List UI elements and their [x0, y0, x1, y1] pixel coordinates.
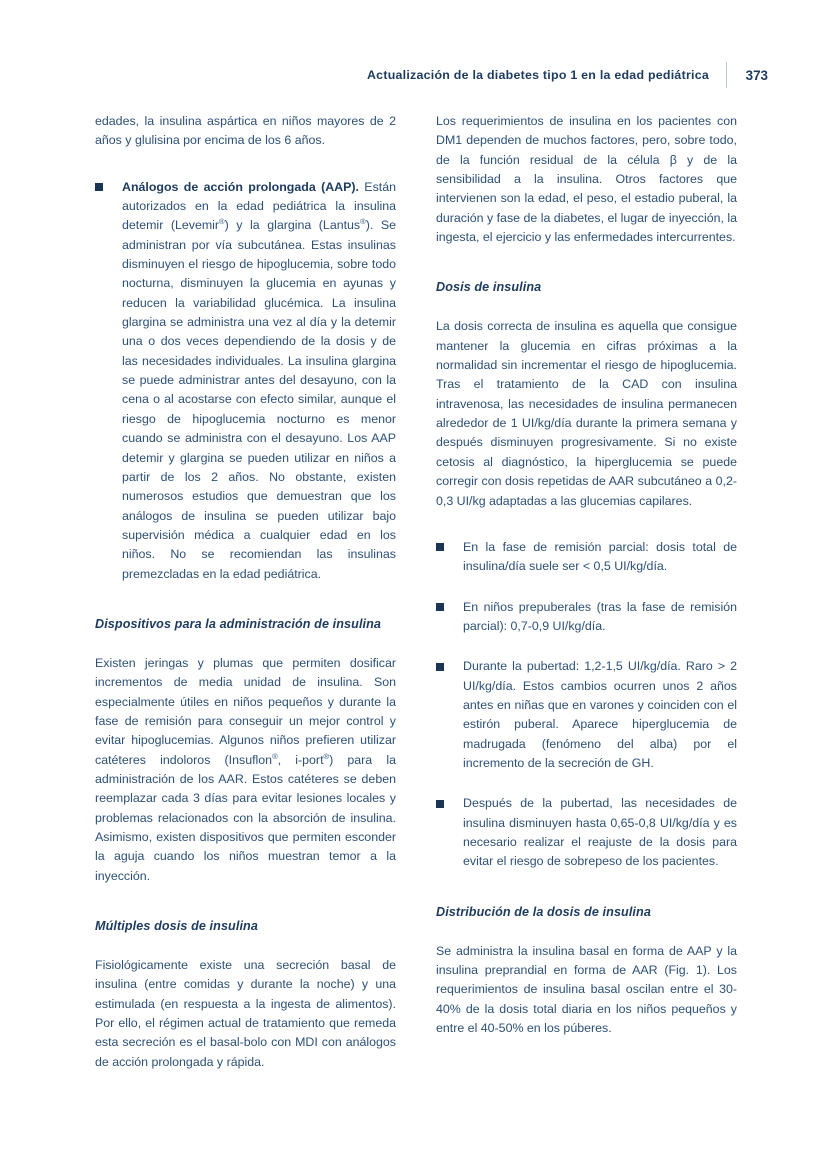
spacer: [436, 296, 737, 317]
spacer: [436, 636, 737, 657]
square-bullet-icon: [436, 603, 444, 611]
spacer: [436, 921, 737, 942]
bullet-text: Durante la pubertad: 1,2-1,5 UI/kg/día. Raro > 2 UI/kg/día. Estos cambios ocurren unos 2 años antes en niñas que en varones y coinciden con el estirón puberal. Aparece hiperglucemia de madrugada (fenómeno del alba) por el incremento de la secreción de GH.: [463, 659, 737, 770]
page-number: 373: [745, 67, 768, 83]
paragraph-dosis-correcta: La dosis correcta de insulina es aquella que consigue mantener la glucemia en cifras próximas a la normalidad sin incrementar el riesgo de hipoglucemia. Tras el tratamiento de la CAD con insulina intravenosa, las necesidades de insulina permanecen alrededor de 1 UI/kg/día durante la primera semana y después disminuyen progresivamente. Si no existe cetosis al diagnóstico, la hiperglucemia se puede corregir con dosis repetidas de AAR subcutáneo a 0,2-0,3 UI/kg adaptadas a las glucemias capilares.: [436, 319, 737, 508]
paragraph-dispositivos-part1: Existen jeringas y plumas que permiten dosificar incrementos de media unidad de insulina. Son especialmente útiles en niños pequeños y durante la fase de remisión para conseguir un mejor control y evitar hipoglucemias. Algunos niños prefieren utilizar catéteres indoloros (Insuflon: [95, 655, 396, 767]
square-bullet-icon: [436, 543, 444, 551]
bullet-text: En la fase de remisión parcial: dosis total de insulina/día suele ser < 0,5 UI/kg/día.: [463, 539, 737, 574]
paragraph-requerimientos-part1: Los requerimientos de insulina en los pacientes con DM1 dependen de muchos factores, pero, sobre todo, de la función residual de la célula: [436, 114, 737, 167]
bullet-item-remision-parcial: [436, 538, 737, 577]
running-head-divider: [726, 62, 727, 88]
bullet-text: Después de la pubertad, las necesidades de insulina disminuyen hasta 0,65-0,8 UI/kg/día y es necesario realizar el reajuste de la dosis para evitar el riesgo de sobrepeso de los pacientes.: [463, 796, 737, 869]
spacer: [95, 935, 396, 956]
paragraph-dispositivos-part2: , i-port: [277, 752, 324, 767]
bullet-aap-body-part1: Están autorizados en la edad pediátrica la insulina detemir (Levemir: [122, 179, 396, 233]
spacer: [95, 886, 396, 918]
paragraph-continuation: edades, la insulina aspártica en niños mayores de 2 años y glulisina por encima de los 6 años.: [95, 114, 396, 148]
paragraph-multiples-dosis: Fisiológicamente existe una secreción basal de insulina (entre comidas y durante la noche) y una estimulada (en respuesta a la ingesta de alimentos). Por ello, el régimen actual de tratamiento que remeda esta secreción es el basal-bolo con MDI con análogos de acción prolongada y rápida.: [95, 958, 396, 1069]
square-bullet-icon: [436, 663, 444, 671]
left-column: [95, 112, 396, 1072]
paragraph-dispositivos: [95, 654, 396, 886]
bullet-item-pubertad: [436, 657, 737, 773]
registered-mark-iport: ®: [323, 751, 330, 761]
heading-multiples-dosis: Múltiples dosis de insulina: [95, 919, 258, 934]
bullet-text: En niños prepuberales (tras la fase de remisión parcial): 0,7-0,9 UI/kg/día.: [463, 599, 737, 633]
spacer: [436, 247, 737, 279]
spacer: [95, 151, 396, 178]
bullet-item-aap: [95, 178, 396, 584]
registered-mark-lantus: ®: [360, 217, 366, 227]
spacer: [436, 511, 737, 538]
bullet-item-prepuberales: [436, 598, 737, 637]
registered-mark-insuflon: ®: [272, 751, 278, 761]
square-bullet-icon: [436, 800, 444, 808]
right-column: [436, 112, 737, 1072]
paragraph-requerimientos-part2: y de la sensibilidad a la insulina. Otros factores que intervienen son la edad, el peso, el estadio puberal, la duración y fase de la diabetes, el lugar de inyección, la ingesta, el ejercicio y las enfermedades intercurrentes.: [436, 152, 738, 245]
paragraph-distribucion: Se administra la insulina basal en forma de AAP y la insulina preprandial en forma de AAR (Fig. 1). Los requerimientos de insulina basal oscilan entre el 30-40% de la dosis total diaria en los niños pequeños y entre el 40-50% en los púberes.: [436, 943, 737, 1036]
bullet-aap-body-part3: ). Se administran por vía subcutánea. Estas insulinas disminuyen el riesgo de hipoglucemia, sobre todo nocturna, disminuyen la glucemia en ayunas y reducen la variabilidad glucémica. La insulina glargina se administra una vez al día y la detemir una o dos veces dependiendo de la dosis y de las necesidades individuales. La insulina glargina se puede administrar antes del desayuno, con la cena o al acostarse con efecto similar, aunque el riesgo de hipoglucemia nocturno es menor cuando se administra con el desayuno. Los AAP detemir y glargina se pueden utilizar en niños a partir de los 2 años. No obstante, existen numerosos estudios que demuestran que los análogos de insulina se pueden utilizar bajo supervisión médica a cualquier edad en los niños. No se recomiendan las insulinas premezcladas en la edad pediátrica.: [122, 218, 396, 581]
beta-symbol: β: [669, 152, 677, 167]
bullet-aap-lead: Análogos de acción prolongada (AAP).: [122, 179, 359, 194]
heading-dispositivos: Dispositivos para la administración de insulina: [95, 616, 382, 631]
running-head: [90, 62, 768, 88]
bullet-aap-body-part2: ) y la glargina (Lantus: [224, 218, 361, 233]
running-head-title: Actualización de la diabetes tipo 1 en la edad pediátrica: [366, 68, 709, 82]
spacer: [95, 584, 396, 616]
two-column-body: [95, 112, 737, 1072]
registered-mark-levemir: ®: [219, 217, 225, 227]
bullet-item-despues-pubertad: [436, 794, 737, 871]
spacer: [436, 577, 737, 598]
paragraph-dispositivos-part3: ) para la administración de los AAR. Estos catéteres se deben reemplazar cada 3 días para evitar lesiones locales y problemas relacionados con la absorción de insulina. Asimismo, existen dispositivos que permiten esconder la aguja cuando los niños muestran temor a la inyección.: [95, 752, 396, 883]
heading-distribucion: Distribución de la dosis de insulina: [436, 904, 651, 919]
paragraph-requerimientos: [436, 112, 737, 247]
spacer: [436, 773, 737, 794]
spacer: [95, 633, 396, 654]
square-bullet-icon: [95, 183, 103, 191]
heading-dosis-de-insulina: Dosis de insulina: [436, 280, 542, 295]
spacer: [436, 872, 737, 904]
